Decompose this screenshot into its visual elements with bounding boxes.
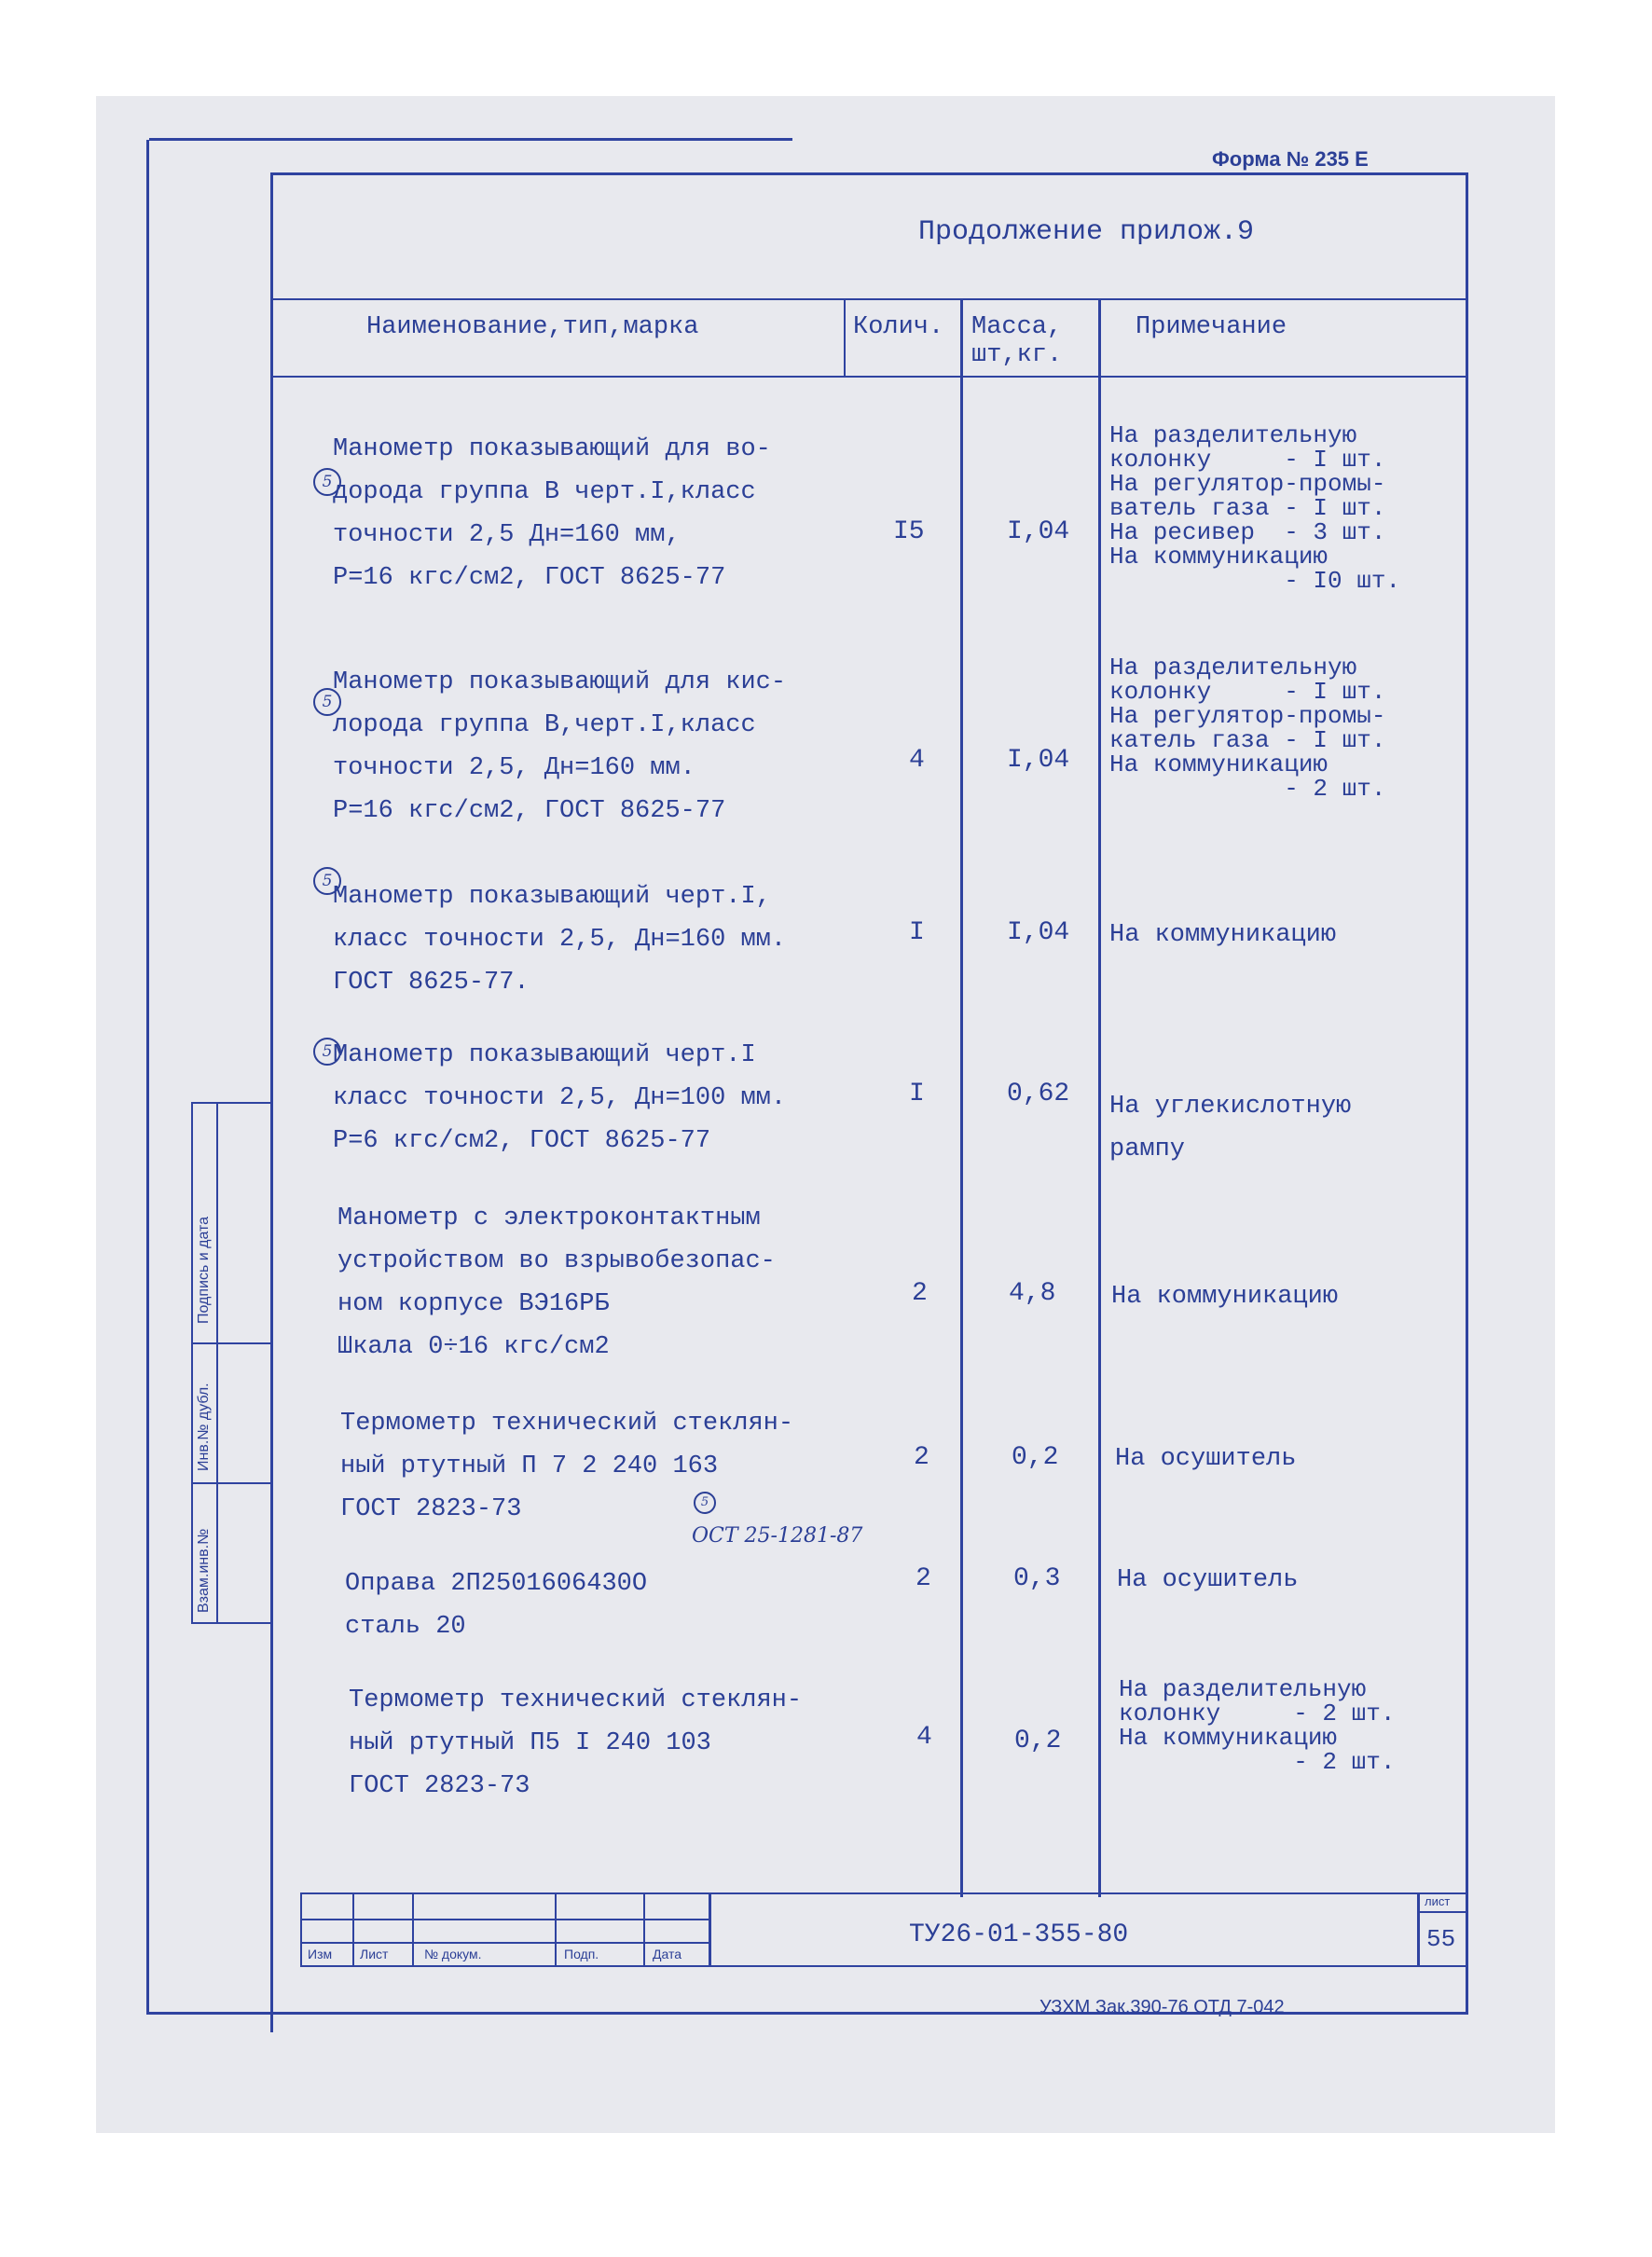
- continuation-title: Продолжение прилож.9: [918, 216, 1255, 248]
- row-4-qty: I: [909, 1080, 925, 1108]
- row-5-mass: 4,8: [1009, 1279, 1056, 1308]
- side-box-sep1: [191, 1342, 270, 1344]
- stamp-mid1: [300, 1919, 710, 1920]
- row-4-note: На углекислотную рампу: [1109, 1093, 1352, 1163]
- col-name-header: Наименование,тип,марка: [366, 313, 699, 341]
- revision-mark-icon: 5: [313, 1038, 341, 1066]
- stamp-sheet-mid: [1417, 1911, 1468, 1913]
- row-3-qty: I: [909, 918, 925, 947]
- row-1-note: На разделительную колонку - I шт. На регулятор-промы- ватель газа - I шт. На ресивер - 3 шт. На коммуникацию - I0 шт.: [1109, 421, 1401, 595]
- side-box-left: [191, 1102, 193, 1624]
- row-1-qty: I5: [893, 517, 925, 546]
- row-6-mass: 0,2: [1012, 1443, 1059, 1472]
- row-6-name: Термометр технический стеклян- ный ртутный П 7 2 240 163 ГОСТ 2823-73: [340, 1410, 794, 1523]
- stamp-v2: [412, 1892, 414, 1967]
- stamp-v3: [555, 1892, 557, 1967]
- col-note-header: Примечание: [1136, 313, 1287, 341]
- row-4-mass: 0,62: [1007, 1080, 1070, 1108]
- row-5-note: На коммуникацию: [1111, 1283, 1339, 1311]
- handwritten-standard: ОСТ 25-1281-87: [692, 1524, 863, 1548]
- sheet-label: лист: [1425, 1894, 1451, 1908]
- row-3-mass: I,04: [1007, 918, 1070, 947]
- revision-mark-icon: 5: [313, 867, 341, 895]
- row-8-note: На разделительную колонку - 2 шт. На коммуникацию - 2 шт.: [1119, 1675, 1396, 1776]
- row-7-qty: 2: [915, 1564, 931, 1593]
- col-mass-header-2: шт,кг.: [971, 341, 1063, 369]
- stamp-col-doc: № докум.: [424, 1947, 482, 1961]
- row-8-mass: 0,2: [1014, 1727, 1062, 1755]
- row-6-note: На осушитель: [1115, 1445, 1297, 1473]
- row-5-name: Манометр с электроконтактным устройством во взрывобезопас- ном корпусе ВЭ16РБ Шкала 0÷16 кгс/см2: [337, 1204, 776, 1361]
- side-box-sep2: [191, 1482, 270, 1484]
- col-mass-header: Масса,: [971, 313, 1063, 341]
- frame-inner-top: [270, 172, 1468, 175]
- stamp-v5: [709, 1892, 711, 1967]
- row-8-qty: 4: [916, 1723, 932, 1752]
- form-label: Форма № 235 Е: [1212, 147, 1369, 171]
- stamp-sheet-left: [1417, 1892, 1420, 1967]
- row-7-mass: 0,3: [1013, 1564, 1061, 1593]
- row-8-name: Термометр технический стеклян- ный ртутный П5 I 240 103 ГОСТ 2823-73: [349, 1686, 803, 1800]
- row-3-name: Манометр показывающий черт.I, класс точности 2,5, Дн=160 мм. ГОСТ 8625-77.: [333, 883, 787, 997]
- document-code: ТУ26-01-355-80: [909, 1920, 1129, 1949]
- header-rule-bottom: [270, 376, 1468, 378]
- row-1-name: Манометр показывающий для во- дорода группа В черт.I,класс точности 2,5 Дн=160 мм, Р=16 кгс/см2, ГОСТ 8625-77: [333, 435, 771, 592]
- row-3-note: На коммуникацию: [1109, 921, 1337, 949]
- row-2-mass: I,04: [1007, 746, 1070, 775]
- col-sep-qty: [844, 298, 846, 378]
- side-box-mid: [216, 1102, 218, 1624]
- stamp-left: [300, 1892, 302, 1967]
- stamp-col-list: Лист: [360, 1947, 389, 1961]
- row-4-name: Манометр показывающий черт.I класс точности 2,5, Дн=100 мм. Р=6 кгс/см2, ГОСТ 8625-77: [333, 1041, 787, 1155]
- side-label-inv-dubl: Инв.№ дубл.: [196, 1383, 212, 1471]
- row-2-qty: 4: [909, 746, 925, 775]
- row-5-qty: 2: [912, 1279, 928, 1308]
- stamp-v4: [643, 1892, 645, 1967]
- stamp-col-date: Дата: [653, 1947, 682, 1961]
- row-7-note: На осушитель: [1117, 1566, 1299, 1594]
- col-qty-header: Колич.: [853, 313, 944, 341]
- frame-right: [1466, 172, 1468, 2014]
- row-7-name: Оправа 2П2501606430О сталь 20: [345, 1570, 648, 1641]
- revision-mark-icon: 5: [313, 468, 341, 496]
- stamp-col-podp: Подп.: [564, 1947, 599, 1961]
- revision-mark-icon: 5: [313, 688, 341, 716]
- row-2-note: На разделительную колонку - I шт. На регулятор-промы- катель газа - I шт. На коммуникацию - 2 шт.: [1109, 654, 1386, 803]
- row-6-qty: 2: [914, 1443, 929, 1472]
- header-rule-top: [270, 298, 1468, 300]
- col-sep-note: [1098, 298, 1101, 1897]
- frame-left-outer: [146, 140, 149, 2014]
- col-sep-mass: [960, 298, 963, 1897]
- side-box-bottom: [191, 1622, 270, 1624]
- side-label-vzam: Взам.инв.№: [196, 1528, 212, 1613]
- side-label-signature: Подпись и дата: [196, 1216, 212, 1324]
- frame-top: [149, 138, 792, 141]
- footer-print-info: УЗХМ Зак.390-76 ОТД 7-042: [1039, 1997, 1285, 2017]
- row-1-mass: I,04: [1007, 517, 1070, 546]
- stamp-v1: [352, 1892, 354, 1967]
- stamp-top: [300, 1892, 1468, 1894]
- sheet-number: 55: [1426, 1925, 1456, 1953]
- side-box-top: [191, 1102, 270, 1104]
- stamp-mid2: [300, 1942, 710, 1944]
- row-2-name: Манометр показывающий для кис- лорода группа В,черт.I,класс точности 2,5, Дн=160 мм. Р=16 кгс/см2, ГОСТ 8625-77: [333, 668, 787, 825]
- revision-mark-icon: 5: [694, 1492, 716, 1514]
- stamp-bottom: [300, 1965, 1468, 1967]
- frame-inner-left: [270, 172, 273, 2032]
- stamp-col-izm: Изм: [308, 1947, 333, 1961]
